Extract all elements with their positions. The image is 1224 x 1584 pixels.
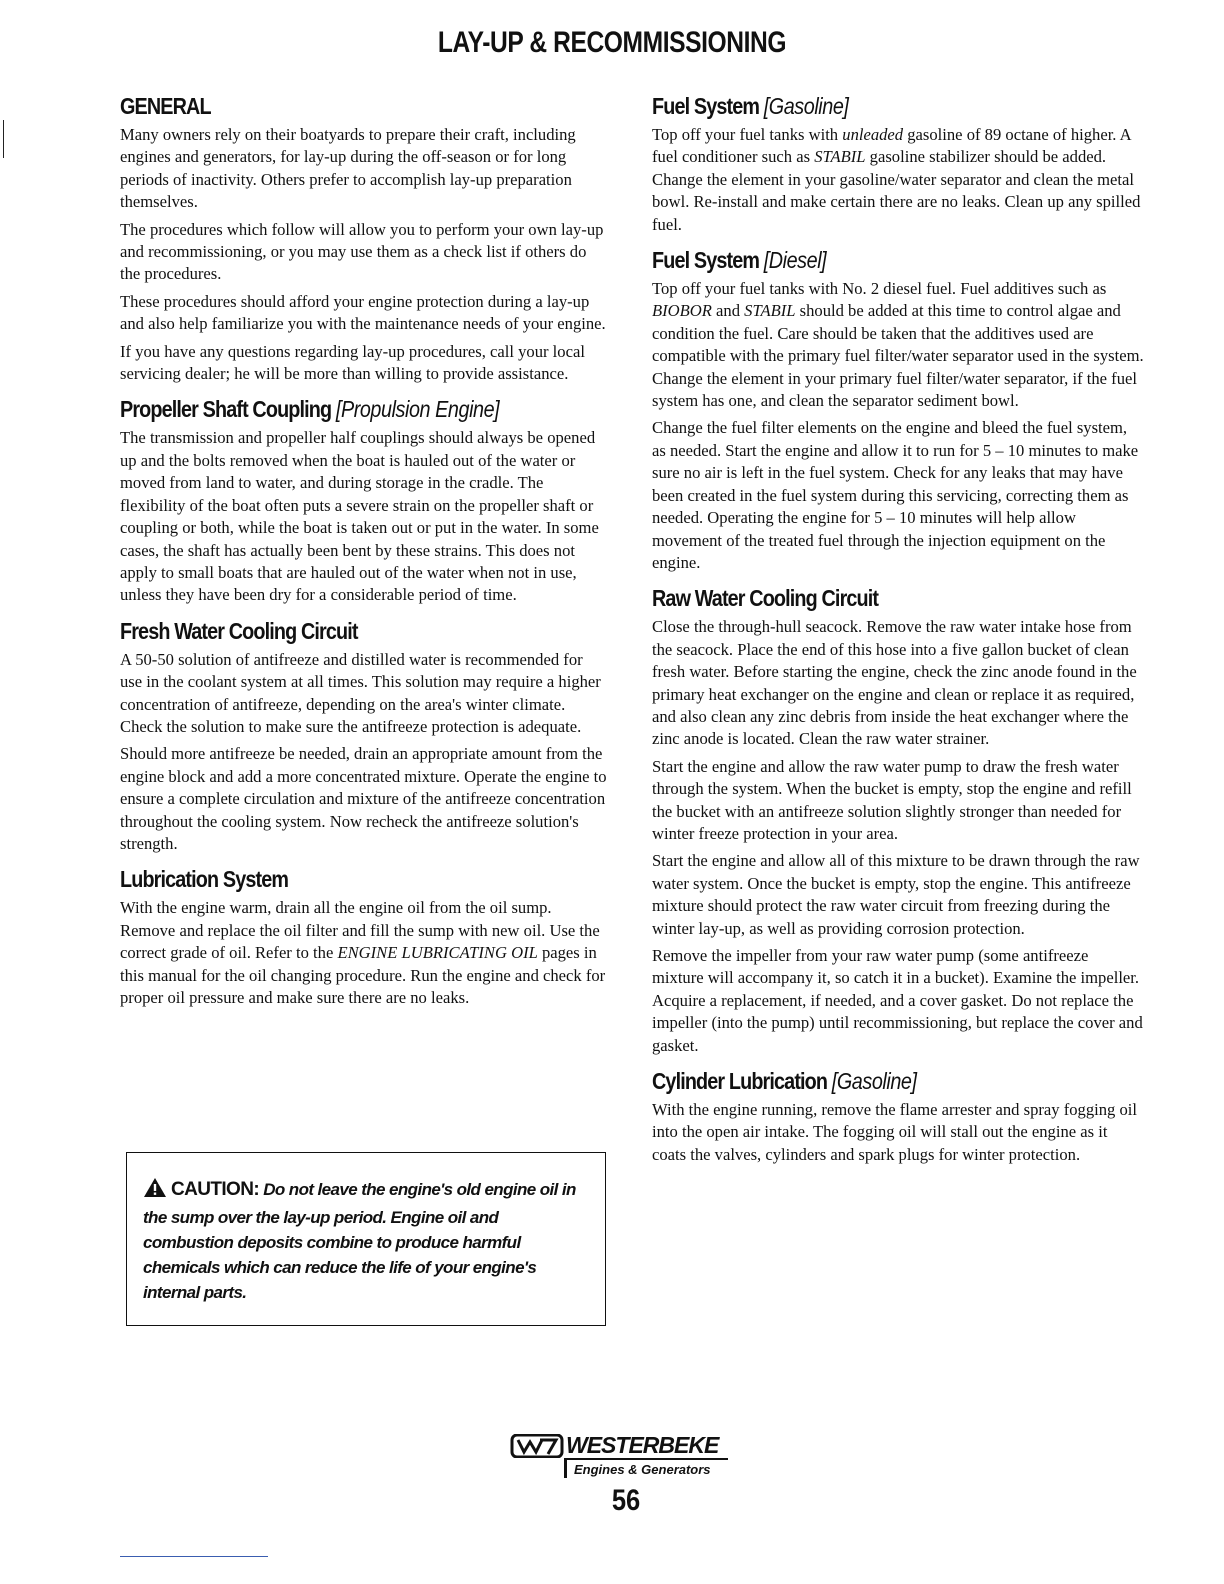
manual-reference: ENGINE LUBRICATING OIL [337,943,538,963]
right-column [652,88,1144,1172]
paragraph: Many owners rely on their boatyards to prepare their craft, including engines and generators, for lay-up during the off-season or for long periods of inactivity. Others prefer to accomplish lay-up preparation themselves. [120,125,576,212]
westerbeke-logo-icon [510,1434,564,1463]
paragraph: Top off your fuel tanks with unleaded gasoline of 89 octane of higher. A fuel conditioner such as STABIL gasoline stabilizer should be added. Change the element in your gasoline/water separator and clean the metal bowl. Re-install and make certain there are no leaks. Clean up any spilled fuel. [652,125,1141,234]
caution-text [143,1177,589,1305]
heading-general: GENERAL [120,93,211,119]
paragraph: Start the engine and allow all of this mixture to be drawn through the raw water system. Once the bucket is empty, stop the engine. This antifreeze mixture should protect the raw water circuit from freezing during the winter lay-up, as well as providing corrosion protection. [652,851,1140,938]
heading-cylinder-lubrication: Cylinder Lubrication [Gasoline] [652,1068,917,1095]
heading-qualifier: [Diesel] [763,247,827,274]
section-fresh-water-cooling [120,613,608,856]
paragraph: Remove the impeller from your raw water pump (some antifreeze mixture will accompany it, so catch it in a bucket). Examine the impeller. Acquire a replacement, if needed, and a cover gasket. Do not replace the impeller (into the pump) until recommissioning, but replace the cover and gasket. [652,946,1143,1055]
brand-tagline: Engines & Generators [574,1462,711,1477]
paragraph: If you have any questions regarding lay-up procedures, call your local servicing dealer; he will be more than willing to provide assistance. [120,341,585,384]
paragraph: Start the engine and allow the raw water pump to draw the fresh water through the system. When the bucket is empty, stop the engine and refill the bucket with an antifreeze solution slightly stronger than needed for winter freeze protection in your area. [652,756,1132,843]
paragraph: These procedures should afford your engine protection during a lay-up and also help familiarize you with the maintenance needs of your engine. [120,291,606,334]
section-propeller-shaft-coupling [120,391,608,606]
section-lubrication-system [120,861,608,1009]
brand-name: WESTERBEKE [566,1432,728,1460]
section-cylinder-lubrication [652,1063,1144,1166]
caution-message: Do not leave the engine's old engine oil in the sump over the lay-up period. Engine oil and combustion deposits combine to produce harmful chemicals which can reduce the life of your engine's internal parts. [143,1180,576,1302]
heading-qualifier: [Propulsion Engine] [335,396,500,423]
caution-label: CAUTION: [171,1179,260,1200]
margin-mark [3,120,4,158]
warning-triangle-icon [143,1177,167,1205]
paragraph: The transmission and propeller half couplings should always be opened up and the bolts removed when the boat is hauled out of the water or moved from land to water, and during storage in the cradle. The flexibility of the boat often puts a severe strain on the propeller shaft or coupling or both, while the boat is taken out or put in the water. In some cases, the shaft has actually been bent by these strains. This does not apply to small boats that are hauled out of the water when not in use, unless they have been dry for a considerable period of time. [120,428,599,605]
heading-propeller-shaft-coupling: Propeller Shaft Coupling [Propulsion Engine] [120,396,500,423]
paragraph: Change the fuel filter elements on the engine and bleed the fuel system, as needed. Start the engine and allow it to run for 5 – 10 minutes to make sure no air is left in the fuel system. Check for any leaks that may have been created in the fuel system during this servicing, correcting them as needed. Operating the engine for 5 – 10 minutes will help allow movement of the treated fuel through the injection equipment on the engine. [652,418,1139,572]
section-fuel-system-gasoline [652,88,1144,236]
logo-bar [564,1458,567,1478]
heading-lubrication-system: Lubrication System [120,866,289,893]
heading-fuel-system-diesel: Fuel System [Diesel] [652,247,827,274]
heading-raw-water-cooling: Raw Water Cooling Circuit [652,585,879,612]
paragraph: With the engine running, remove the flame arrester and spray fogging oil into the open air intake. The fogging oil will stall out the engine as it coats the valves, cylinders and spark plugs for winter protection. [652,1100,1138,1164]
left-column [120,88,608,1015]
page-number: 56 [611,1484,641,1517]
paragraph: Top off your fuel tanks with No. 2 diesel fuel. Fuel additives such as BIOBOR and STABIL should be added at this time to control algae and condition the fuel. Care should be taken that the additives used are compatible with the primary fuel filter/water separator used in the system. Change the element in your primary fuel filter/water separator, if the fuel system has one, and clean the separator sediment bowl. [652,279,1144,411]
paragraph: With the engine warm, drain all the engine oil from the oil sump. Remove and replace the oil filter and fill the sump with new oil. Use the correct grade of oil. Refer to the ENGINE LUBRICATING OIL pages in this manual for the oil changing procedure. Run the engine and check for proper oil pressure and make sure there are no leaks. [120,898,606,1007]
section-fuel-system-diesel [652,242,1144,574]
heading-qualifier: [Gasoline] [763,93,849,119]
paragraph: The procedures which follow will allow you to perform your own lay-up and recommissioning, or you may use them as a check list if others do the procedures. [120,219,604,284]
heading-fuel-system-gasoline: Fuel System [Gasoline] [652,93,849,119]
heading-qualifier: [Gasoline] [831,1068,917,1095]
page-title: LAY-UP & RECOMMISSIONING [437,26,787,59]
heading-fresh-water-cooling: Fresh Water Cooling Circuit [120,617,358,644]
paragraph: Close the through-hull seacock. Remove the raw water intake hose from the seacock. Place the end of this hose into a five gallon bucket of clean fresh water. Before starting the engine, check the zinc anode found in the primary heat exchanger on the engine and clean or replace it as required, and also clean any zinc debris from inside the heat exchanger where the zinc anode is located. Clean the raw water strainer. [652,617,1137,749]
paragraph: A 50-50 solution of antifreeze and distilled water is recommended for use in the coolant system at all times. This solution may require a higher concentration of antifreeze, depending on the area's winter climate. Check the solution to make sure the antifreeze protection is adequate. [120,649,601,736]
section-raw-water-cooling [652,580,1144,1057]
bottom-rule [120,1556,268,1557]
paragraph: Should more antifreeze be needed, drain an appropriate amount from the engine block and add a more concentrated mixture. Operate the engine to ensure a complete circulation and mixture of the antifreeze concentration throughout the cooling system. Now recheck the antifreeze solution's strength. [120,744,607,853]
section-general [120,88,608,385]
caution-box [126,1152,606,1326]
